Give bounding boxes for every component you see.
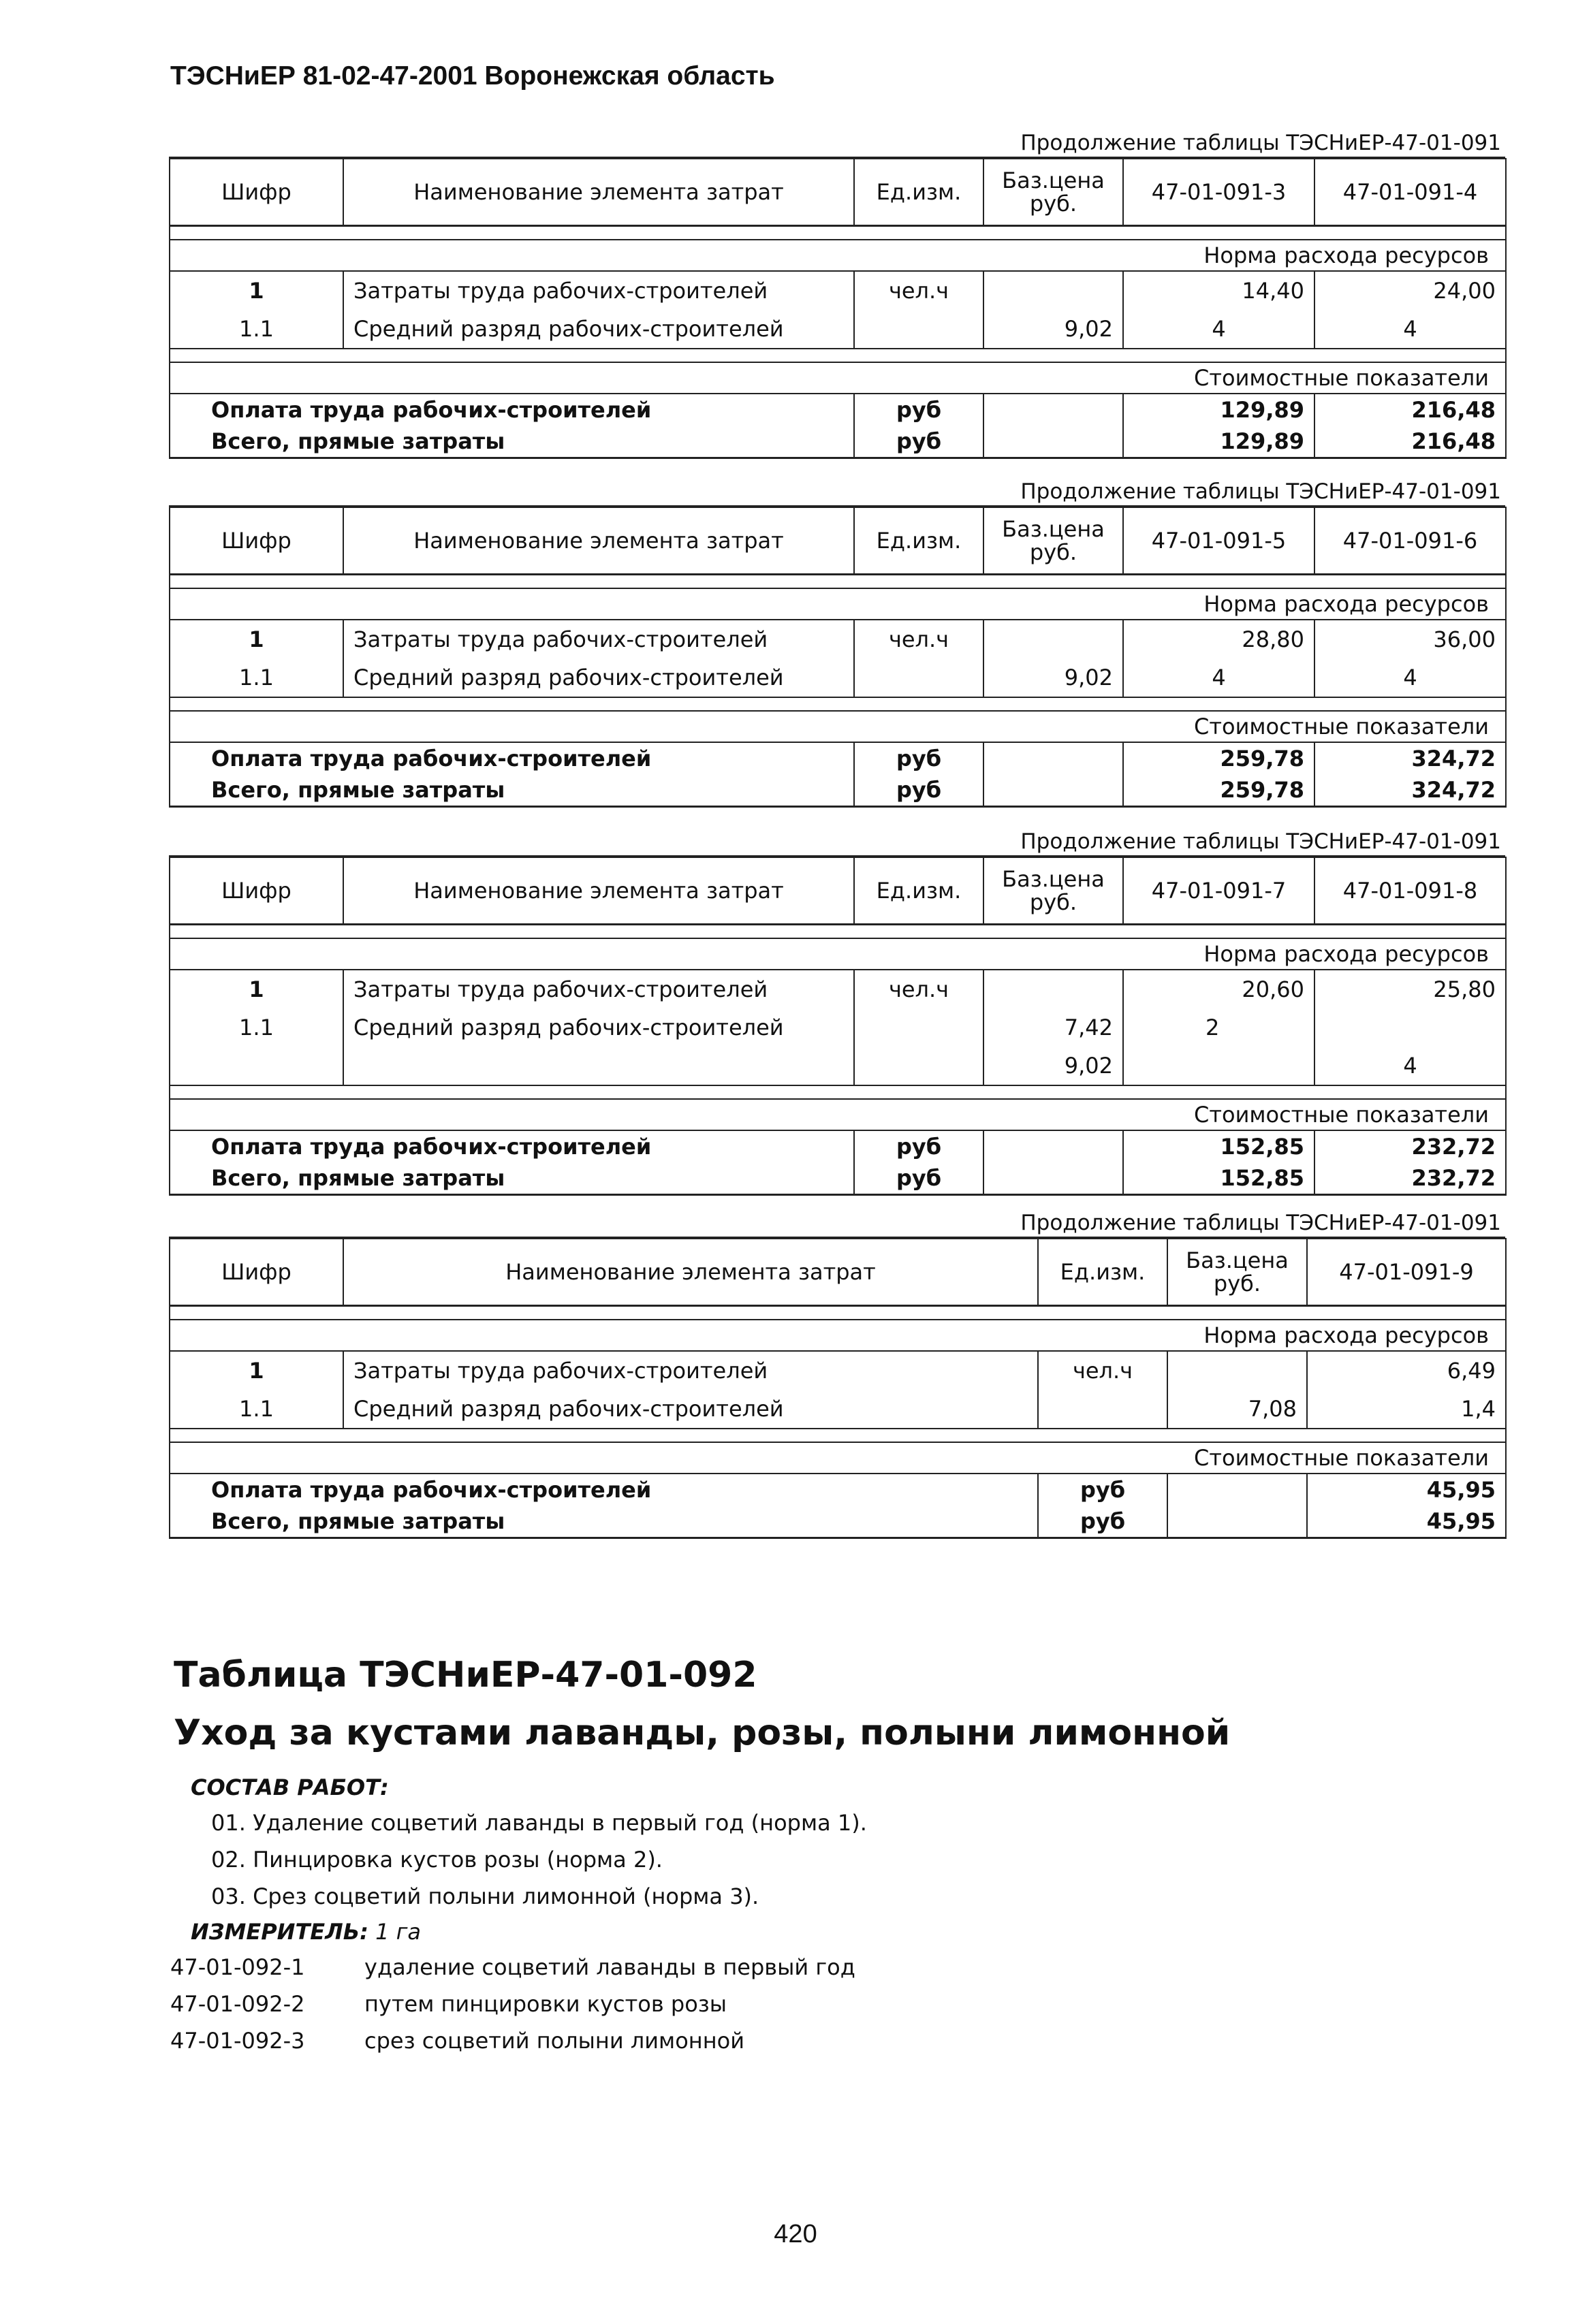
col-name: Наименование элемента затрат: [343, 159, 854, 226]
section-norms: Норма расхода ресурсов: [170, 240, 1506, 271]
col-name: Наименование элемента затрат: [343, 857, 854, 925]
total-row: Оплата труда рабочих-строителей руб 129,89 216,48: [170, 394, 1506, 426]
col-price: Баз.цена руб.: [1167, 1239, 1307, 1306]
table-row: 1 Затраты труда рабочих-строителей чел.ч 28,80 36,00: [170, 620, 1506, 658]
list-item: 47-01-092-1 удаление соцветий лаванды в первый год: [170, 1954, 855, 1980]
page-number: 420: [774, 2220, 817, 2248]
col-unit: Ед.изм.: [854, 857, 983, 925]
total-row: Оплата труда рабочих-строителей руб 259,78 324,72: [170, 742, 1506, 774]
list-item: 47-01-092-3 срез соцветий полыни лимонной: [170, 2028, 744, 2054]
total-row: Всего, прямые затраты руб 152,85 232,72: [170, 1162, 1506, 1195]
col-norm-1: 47-01-091-5: [1123, 507, 1314, 575]
table-row: 1.1 Средний разряд рабочих-строителей 7,42 2: [170, 1008, 1506, 1047]
norm-table-1: [169, 129, 1505, 459]
col-code: Шифр: [170, 159, 343, 226]
section-cost: Стоимостные показатели: [170, 362, 1506, 394]
table-row: 1.1 Средний разряд рабочих-строителей 7,08 1,4: [170, 1390, 1506, 1429]
section-norms: Норма расхода ресурсов: [170, 588, 1506, 620]
norm-table-2: [169, 478, 1505, 808]
section-cost: Стоимостные показатели: [170, 1442, 1506, 1474]
col-norm-2: 47-01-091-8: [1314, 857, 1506, 925]
continuation-label: Продолжение таблицы ТЭСНиЕР-47-01-091: [169, 478, 1505, 507]
table-subtitle: Уход за кустами лаванды, розы, полыни лимонной: [174, 1713, 1231, 1753]
code-list: [170, 1949, 1464, 2059]
header-row: [170, 159, 1506, 226]
norm-table-3: [169, 828, 1505, 1196]
header-row: [170, 507, 1506, 575]
continuation-label: Продолжение таблицы ТЭСНиЕР-47-01-091: [169, 1209, 1505, 1238]
section-cost: Стоимостные показатели: [170, 711, 1506, 742]
works-block: [170, 1770, 1464, 2059]
list-item: 47-01-092-2 путем пинцировки кустов розы: [170, 1991, 727, 2017]
col-norm-1: 47-01-091-3: [1123, 159, 1314, 226]
col-code: Шифр: [170, 857, 343, 925]
col-price: Баз.цена руб.: [983, 507, 1123, 575]
col-unit: Ед.изм.: [1038, 1239, 1167, 1306]
total-row: Всего, прямые затраты руб 129,89 216,48: [170, 426, 1506, 458]
list-item: 03. Срез соцветий полыни лимонной (норма 3).: [211, 1883, 759, 1909]
col-unit: Ед.изм.: [854, 507, 983, 575]
col-norm-1: 47-01-091-7: [1123, 857, 1314, 925]
col-norm-2: 47-01-091-4: [1314, 159, 1506, 226]
col-code: Шифр: [170, 1239, 343, 1306]
works-header: СОСТАВ РАБОТ:: [191, 1774, 389, 1800]
continuation-label: Продолжение таблицы ТЭСНиЕР-47-01-091: [169, 828, 1505, 857]
col-norm-2: 47-01-091-6: [1314, 507, 1506, 575]
col-price: Баз.цена руб.: [983, 159, 1123, 226]
total-row: Всего, прямые затраты руб 259,78 324,72: [170, 774, 1506, 807]
header-row: [170, 1239, 1506, 1306]
table-row: 1 Затраты труда рабочих-строителей чел.ч 20,60 25,80: [170, 970, 1506, 1008]
measure-value: 1 га: [375, 1919, 422, 1945]
section-norms: Норма расхода ресурсов: [170, 1320, 1506, 1351]
header-row: [170, 857, 1506, 925]
col-name: Наименование элемента затрат: [343, 507, 854, 575]
measure: [191, 1915, 1464, 1949]
table-row: 1 Затраты труда рабочих-строителей чел.ч 14,40 24,00: [170, 271, 1506, 310]
total-row: Оплата труда рабочих-строителей руб 45,95: [170, 1474, 1506, 1506]
col-unit: Ед.изм.: [854, 159, 983, 226]
list-item: 01. Удаление соцветий лаванды в первый год (норма 1).: [211, 1810, 867, 1836]
list-item: 02. Пинцировка кустов розы (норма 2).: [211, 1847, 663, 1873]
continuation-label: Продолжение таблицы ТЭСНиЕР-47-01-091: [169, 129, 1505, 158]
col-price: Баз.цена руб.: [983, 857, 1123, 925]
col-code: Шифр: [170, 507, 343, 575]
total-row: Всего, прямые затраты руб 45,95: [170, 1506, 1506, 1538]
section-norms: Норма расхода ресурсов: [170, 938, 1506, 970]
table-row: 1.1 Средний разряд рабочих-строителей 9,02 4 4: [170, 310, 1506, 349]
table-row: 1 Затраты труда рабочих-строителей чел.ч 6,49: [170, 1351, 1506, 1390]
col-norm-1: 47-01-091-9: [1307, 1239, 1506, 1306]
table-row: 1.1 Средний разряд рабочих-строителей 9,02 4 4: [170, 658, 1506, 697]
measure-label: ИЗМЕРИТЕЛЬ:: [191, 1919, 368, 1945]
table-row: 9,02 4: [170, 1047, 1506, 1085]
total-row: Оплата труда рабочих-строителей руб 152,85 232,72: [170, 1130, 1506, 1162]
section-cost: Стоимостные показатели: [170, 1099, 1506, 1130]
norm-table-4: [169, 1209, 1505, 1539]
table-title: Таблица ТЭСНиЕР-47-01-092: [174, 1655, 757, 1696]
page-header: ТЭСНиЕР 81-02-47-2001 Воронежская область: [170, 61, 775, 91]
col-name: Наименование элемента затрат: [343, 1239, 1038, 1306]
